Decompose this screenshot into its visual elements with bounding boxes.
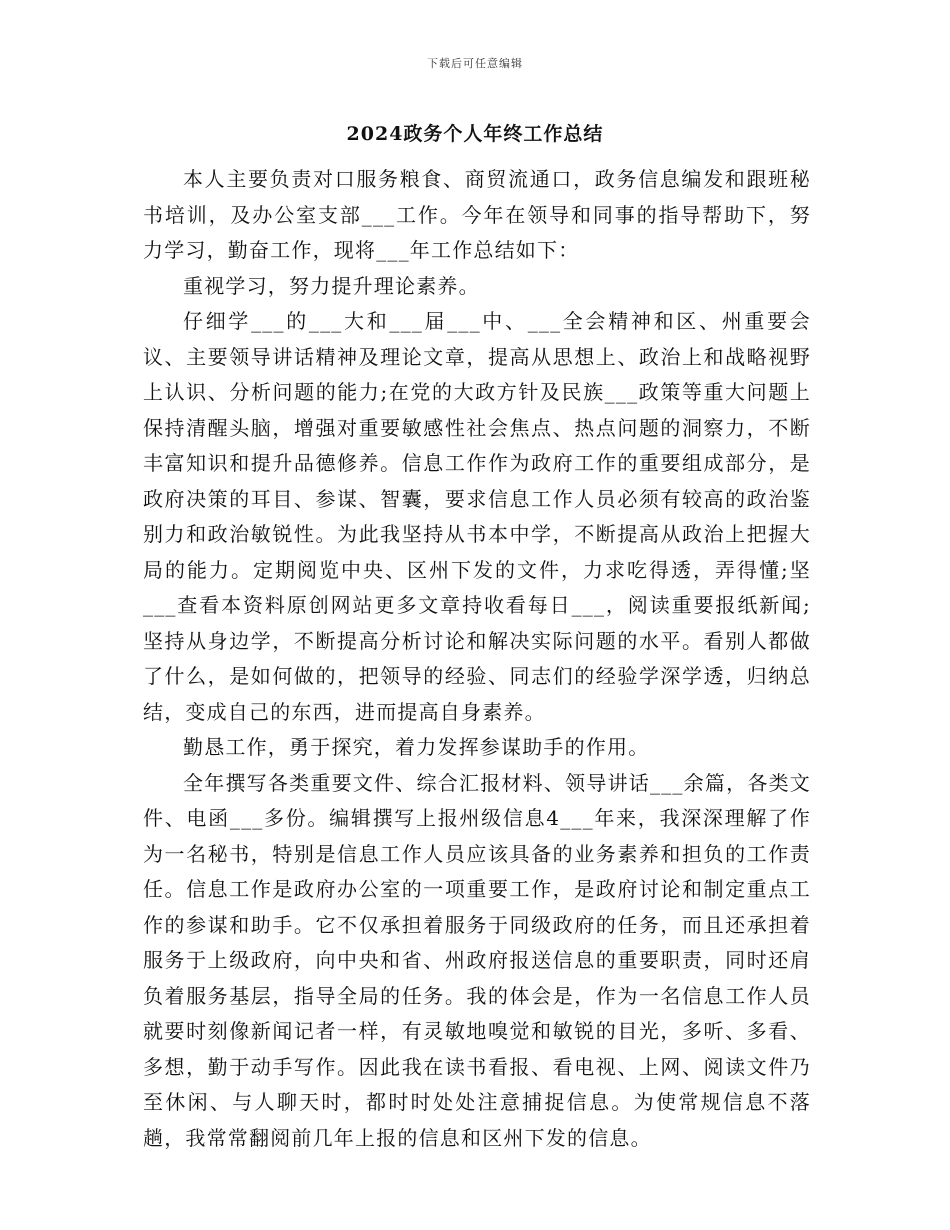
paragraph-work: 全年撰写各类重要文件、综合汇报材料、领导讲话___余篇，各类文件、电函___多份。编辑撰写上报州级信息4___年来，我深深理解了作为一名秘书，特别是信息工作人员应该具备的业务素养和担负的工作责任。信息工作是政府办公室的一项重要工作，是政府讨论和制定重点工作的参谋和助手。它不仅承担着服务于同级政府的任务，而且还承担着服务于上级政府，向中央和省、州政府报送信息的重要职责，同时还肩负着服务基层，指导全局的任务。我的体会是，作为一名信息工作人员就要时刻像新闻记者一样，有灵敏地嗅觉和敏锐的目光，多听、多看、多想，勤于动手写作。因此我在读书看报、看电视、上网、阅读文件乃至休闲、与人聊天时，都时时处处注意捕捉信息。为使常规信息不落趟，我常常翻阅前几年上报的信息和区州下发的信息。	[143, 770, 811, 1150]
document-body	[143, 162, 811, 1156]
paragraph-heading-work: 勤恳工作，勇于探究，着力发挥参谋助手的作用。	[183, 735, 650, 759]
paragraph-intro: 本人主要负责对口服务粮食、商贸流通口，政务信息编发和跟班秘书培训，及办公室支部___工作。今年在领导和同事的指导帮助下，努力学习，勤奋工作，现将___年工作总结如下：	[143, 167, 811, 262]
document-title: 2024政务个人年终工作总结	[346, 123, 604, 145]
header-note: 下载后可任意编辑	[427, 57, 523, 70]
paragraph-study: 仔细学___的___大和___届___中、___全会精神和区、州重要会议、主要领导讲话精神及理论文章，提高从思想上、政治上和战略视野上认识、分析问题的能力;在党的大政方针及民族___政策等重大问题上保持清醒头脑，增强对重要敏感性社会焦点、热点问题的洞察力，不断丰富知识和提升品德修养。信息工作作为政府工作的重要组成部分，是政府决策的耳目、参谋、智囊，要求信息工作人员必须有较高的政治鉴别力和政治敏锐性。为此我坚持从书本中学，不断提高从政治上把握大局的能力。定期阅览中央、区州下发的文件，力求吃得透，弄得懂;坚___查看本资料原创网站更多文章持收看每日___，阅读重要报纸新闻;坚持从身边学，不断提高分析讨论和解决实际问题的水平。看别人都做了什么，是如何做的，把领导的经验、同志们的经验学深学透，归纳总结，变成自己的东西，进而提高自身素养。	[143, 309, 811, 724]
paragraph-heading-study: 重视学习，努力提升理论素养。	[183, 273, 480, 298]
